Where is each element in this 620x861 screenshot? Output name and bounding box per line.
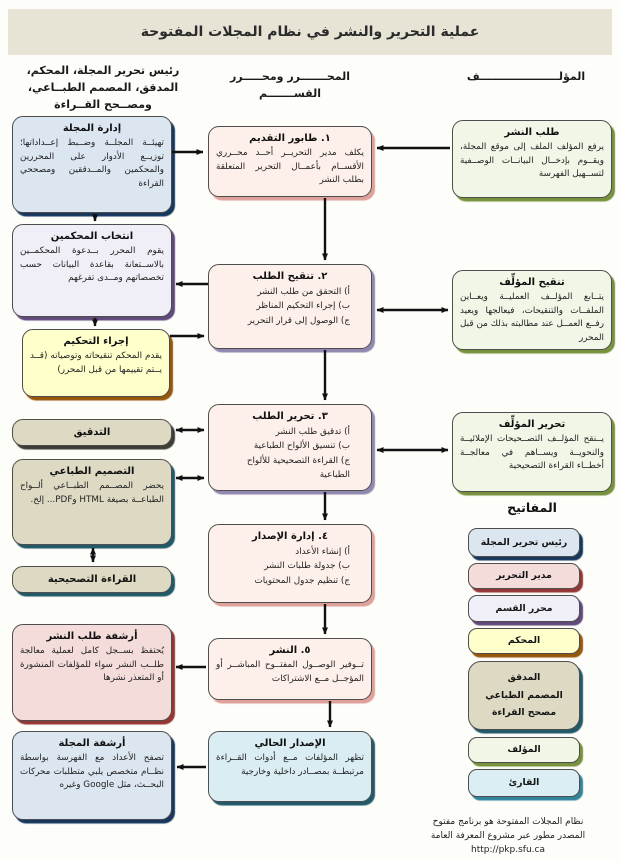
box-title: إدارة المجلة — [62, 123, 122, 134]
legend-reviewer — [468, 628, 580, 654]
box-step3-submission-editing — [208, 404, 372, 491]
box-body: يرفع المؤلف الملف إلى موقع المجلة، ويقــوم بإدخــال البيانــات الوصــفية لتســهيل الفهرسة — [460, 142, 604, 180]
diagram-title: عملية التحرير والنشر في نظام المجلات المفتوحة — [140, 24, 480, 40]
legend-chief-editor — [468, 528, 580, 557]
box-title: الإصدار الحالي — [254, 738, 326, 749]
box-title: أرشفة طلب النشر — [46, 631, 138, 642]
box-step4-issue-management — [208, 524, 372, 603]
box-title: إجراء التحكيم — [63, 336, 129, 347]
list-item: أ) تدقيق طلب النشر — [275, 427, 350, 437]
list-item: ب) جدولة طلبات النشر — [264, 561, 350, 572]
footer-url: http://pkp.sfu.ca — [471, 844, 545, 855]
box-body: تصفح الأعداد مع الفهرسة بواسطة نظــام متخصص يلبي متطلبات محركات البحــث، مثل Google وغيره — [20, 753, 164, 791]
legend-label: مدير التحرير — [496, 570, 552, 582]
legend-label: المصمم الطباعي — [485, 689, 563, 701]
box-layout-design — [12, 459, 172, 545]
box-author-editing — [452, 412, 612, 492]
box-body: يُحتفظ بســجل كامل لعملية معالجة طلــب النشر سواء للمؤلفات المنشورة أو المتعذر نشرها — [20, 646, 164, 684]
box-current-issue — [208, 731, 372, 802]
box-title: انتخاب المحكمين — [50, 231, 134, 242]
box-body: يحضر المصــمم الطبــاعي ألــواح الطباعــة بصيغة HTML وPDF... إلخ. — [20, 481, 164, 505]
legend-label: المدقق — [507, 672, 541, 684]
list-item: أ) التحقق من طلب النشر — [257, 287, 350, 297]
box-title: التصميم الطباعي — [49, 466, 135, 477]
legend-title: المفاتيح — [507, 500, 557, 515]
legend-label: المحكم — [507, 635, 541, 647]
box-title: ٣. تحرير الطلب — [252, 411, 328, 422]
box-body: يقدم المحكم تنقيحاته وتوصياته (قــد يــتم تقييمها من قبل المحرر) — [30, 351, 162, 375]
box-title: ٢. تنقيح الطلب — [252, 271, 328, 282]
box-body: يتــابع المؤلــف العمليــة ويعــاين الملفــات والتنقيحات، فيعالجها ويعيد رفــع العمــل عند مطالبته بذلك من قبل المحرر — [460, 292, 604, 343]
box-select-reviewers — [12, 224, 172, 317]
legend-label: المؤلف — [507, 744, 541, 756]
box-body: تهيئــة المجلــة وضــبط إعــداداتها؛ توزيــع الأدوار على المحررين والمحكمين والمــدققين ومصححي القراءة — [20, 138, 164, 189]
footer-line: المصدر مطور عبر مشروع المعرفة العامة — [430, 830, 586, 841]
box-title: ١. طابور التقديم — [249, 133, 331, 144]
box-proofreading — [12, 566, 172, 593]
footer-line: نظام المجلات المفتوحة هو برنامج مفتوح — [432, 817, 584, 827]
legend-section-editor — [468, 595, 580, 622]
box-body: تظهر المؤلفات مــع أدوات القــراءة مرتبطــة بمصــادر داخلية وخارجية — [216, 753, 364, 777]
list-item: ب) إجراء التحكيم المناظر — [256, 301, 350, 312]
box-author-revision — [452, 270, 612, 350]
box-copyediting — [12, 419, 172, 446]
legend-author — [468, 737, 580, 763]
list-item: ب) تنسيق الألواح الطباعية — [253, 441, 350, 452]
box-body: يقوم المحرر بــدعوة المحكمــين بالاســتعانة بقاعدة البيانات حسب تخصصاتهم ومــدى تفرغهم — [20, 246, 164, 284]
list-item: ج) الوصول إلى قرار التحرير — [247, 315, 350, 326]
box-body: يكلف مدير التحريــر أحــد محــرري الأقســام بأعمــال التحرير المتعلقة بطلب النشر — [216, 148, 364, 186]
box-submission-request — [452, 120, 612, 198]
box-title: طلب النشر — [504, 127, 560, 138]
legend-copyeditor-layout-proofreader — [468, 661, 580, 730]
box-title: تنقيح المؤلِّف — [499, 277, 565, 288]
legend-managing-editor — [468, 563, 580, 589]
box-step2-submission-review — [208, 264, 372, 349]
legend-label: رئيس تحرير المجلة — [480, 536, 568, 548]
legend-label: مصحح القراءة — [491, 707, 557, 719]
box-title: تحرير المؤلِّف — [498, 419, 566, 430]
box-title: القراءة التصحيحية — [47, 574, 137, 585]
legend-label: محرر القسم — [495, 602, 553, 614]
box-title: أرشفة المجلة — [58, 738, 126, 749]
list-item: أ) إنشاء الأعداد — [295, 547, 350, 557]
box-title: ٤. إدارة الإصدار — [251, 531, 329, 542]
list-item: ج) تنظيم جدول المحتويات — [254, 575, 350, 586]
box-journal-archive — [12, 731, 172, 820]
box-title: التدقيق — [73, 427, 111, 438]
list-item: ج) القراءة التصحيحية للألواح الطباعية — [246, 455, 350, 480]
box-conduct-review — [22, 329, 170, 397]
box-journal-management — [12, 116, 172, 213]
column-header-staff: رئيس تحرير المجلة، المحكم، المدقق، المصمم الطبــاعي، ومصــحح القــراءة — [26, 64, 180, 112]
legend-label: القارئ — [508, 777, 540, 789]
footer-note — [402, 816, 614, 858]
box-body: يــنقح المؤلــف التصــحيحات الإملائيــة والنحويــة ويســاهم في معالجــة أخطــاء القراءة التصحيحية — [460, 434, 604, 472]
box-step5-publication — [208, 638, 372, 700]
box-body: تــوفير الوصــول المفتــوح المباشــر أو المؤجــل مــع الاشتراكات — [216, 660, 364, 684]
diagram-title-bar — [8, 9, 612, 55]
column-header-editor: المحـــــــرر ومحـــــرر القســـــــم — [229, 70, 351, 101]
box-submission-archive — [12, 624, 172, 721]
box-step1-submission-queue — [208, 126, 372, 197]
legend-reader — [468, 769, 580, 797]
column-header-author: المؤلـــــــــــــــــــــف — [466, 70, 586, 83]
box-title: ٥. النشر — [269, 645, 311, 656]
